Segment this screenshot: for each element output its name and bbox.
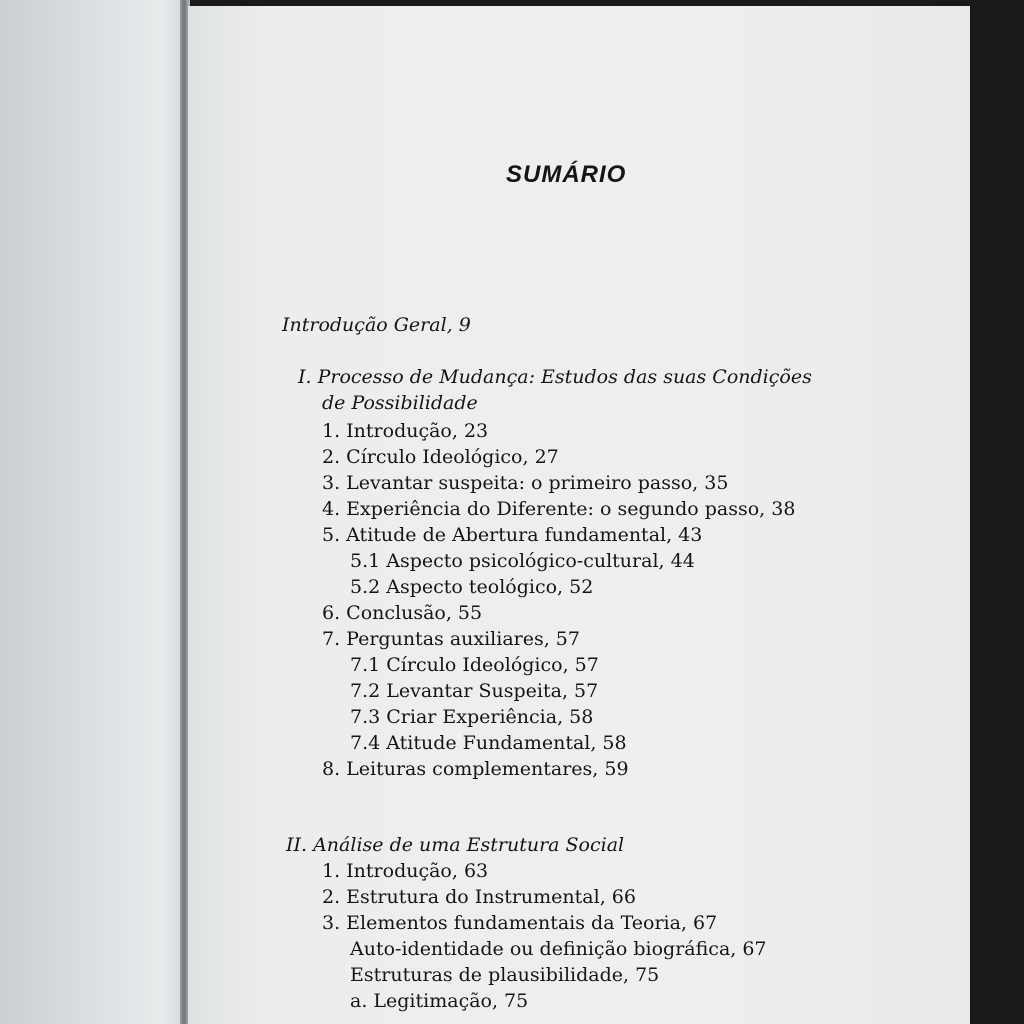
page-title: SUMÁRIO [506, 161, 627, 188]
left-page [0, 0, 184, 1024]
chapter1-heading-cont: de Possibilidade [322, 392, 478, 414]
toc-subitem: 7.2 Levantar Suspeita, 57 [350, 680, 599, 702]
toc-subitem: 7.4 Atitude Fundamental, 58 [350, 732, 627, 754]
toc-item: 7. Perguntas auxiliares, 57 [322, 628, 580, 650]
toc-subitem: 7.3 Criar Experiência, 58 [350, 706, 594, 728]
toc-intro: Introdução Geral, 9 [282, 314, 471, 336]
toc-item: 2. Estrutura do Instrumental, 66 [322, 886, 636, 908]
right-page [188, 6, 970, 1024]
toc-item: 4. Experiência do Diferente: o segundo passo, 38 [322, 498, 796, 520]
toc-subitem: Auto-identidade ou definição biográfica, 67 [350, 938, 767, 960]
toc-item: 5. Atitude de Abertura fundamental, 43 [322, 524, 703, 546]
toc-item: 3. Levantar suspeita: o primeiro passo, 35 [322, 472, 729, 494]
toc-item: 1. Introdução, 63 [322, 860, 489, 882]
toc-item: 3. Elementos fundamentais da Teoria, 67 [322, 912, 718, 934]
toc-item: 8. Leituras complementares, 59 [322, 758, 629, 780]
toc-subitem: 7.1 Círculo Ideológico, 57 [350, 654, 599, 676]
toc-subitem: Estruturas de plausibilidade, 75 [350, 964, 660, 986]
toc-item: 2. Círculo Ideológico, 27 [322, 446, 559, 468]
toc-item: 1. Introdução, 23 [322, 420, 489, 442]
toc-subitem: 5.2 Aspecto teológico, 52 [350, 576, 594, 598]
chapter1-heading: I. Processo de Mudança: Estudos das suas Condições [298, 366, 812, 388]
chapter2-heading: II. Análise de uma Estrutura Social [286, 834, 625, 856]
toc-subitem: a. Legitimação, 75 [350, 990, 529, 1012]
toc-item: 6. Conclusão, 55 [322, 602, 483, 624]
toc-subitem: 5.1 Aspecto psicológico-cultural, 44 [350, 550, 695, 572]
